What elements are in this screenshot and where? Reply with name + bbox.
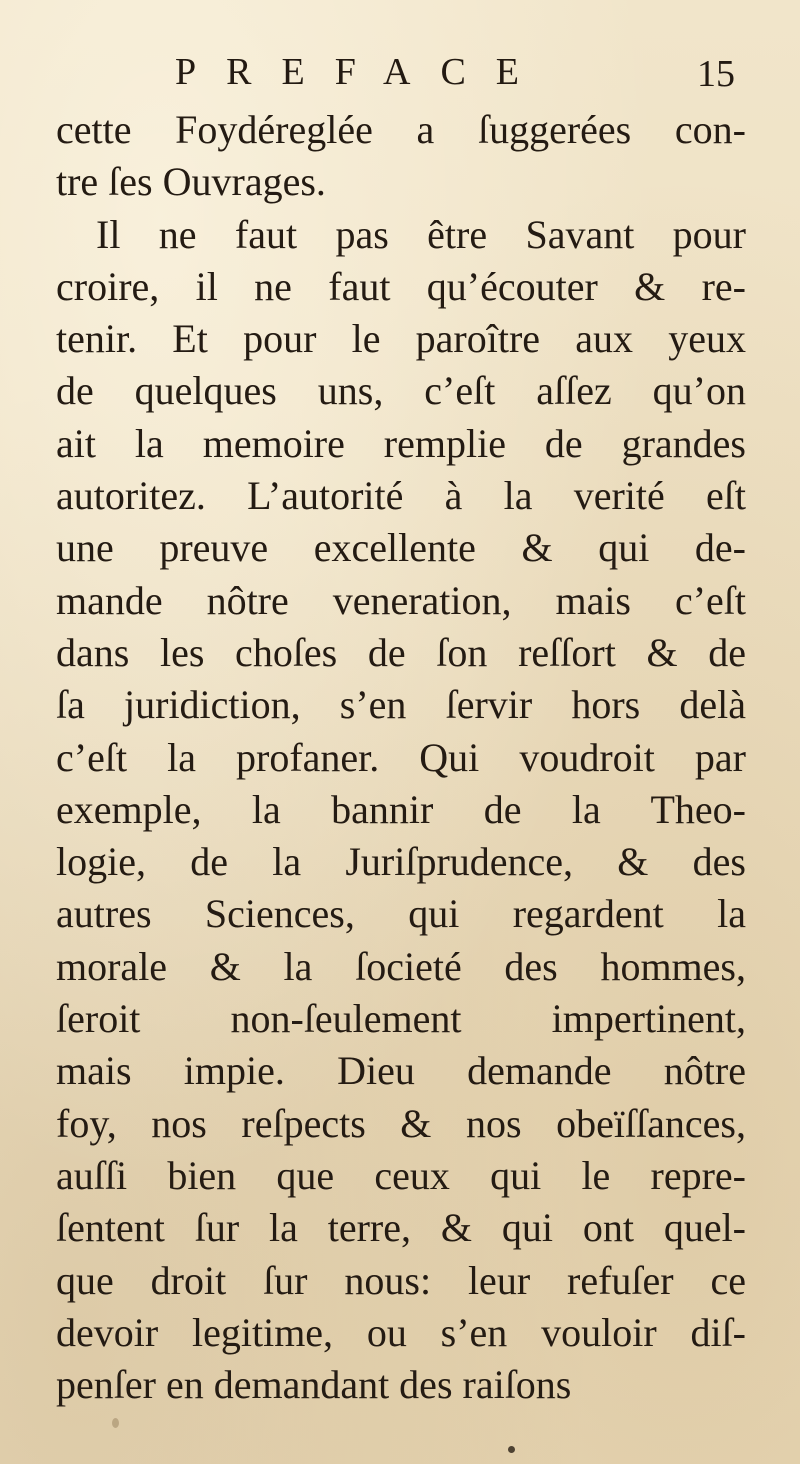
text-line-2: tre ſes Ouvrages.	[56, 159, 326, 205]
text-line-13: c’eſt la profaner. Qui voudroit par	[56, 734, 746, 780]
ink-spot	[112, 1418, 119, 1428]
text-line-12: ſa juridiction, s’en ſervir hors delà	[56, 682, 746, 728]
body-text	[56, 104, 746, 1411]
text-line-25: penſer en demandant des raiſons	[56, 1362, 572, 1408]
text-line-24: devoir legitime, ou s’en vouloir diſ-	[56, 1309, 746, 1355]
text-line-6: de quelques uns, c’eſt aſſez qu’on	[56, 368, 746, 414]
text-line-4: croire, il ne faut qu’écouter & re-	[56, 263, 746, 309]
running-head-title: PREFACE	[175, 51, 550, 93]
text-line-16: autres Sciences, qui regardent la	[56, 891, 746, 937]
text-line-15: logie, de la Juriſprudence, & des	[56, 839, 746, 885]
text-line-19: mais impie. Dieu demande nôtre	[56, 1048, 746, 1094]
ink-dot	[508, 1446, 515, 1453]
text-line-14: exemple, la bannir de la Theo-	[56, 786, 746, 832]
page-number: 15	[697, 53, 735, 95]
text-line-23: que droit ſur nous: leur refuſer ce	[56, 1257, 746, 1303]
text-line-5: tenir. Et pour le paroître aux yeux	[56, 316, 746, 362]
text-line-9: une preuve excellente & qui de-	[56, 525, 746, 571]
text-line-22: ſentent ſur la terre, & qui ont quel-	[56, 1205, 746, 1251]
text-line-8: autoritez. L’autorité à la verité eſt	[56, 473, 746, 519]
running-head	[175, 50, 735, 100]
text-line-3: Il ne faut pas être Savant pour	[96, 211, 746, 257]
text-line-1: cette Foydéreglée a ſuggerées con-	[56, 107, 746, 152]
text-line-21: auſſi bien que ceux qui le repre-	[56, 1152, 746, 1198]
text-line-11: dans les choſes de ſon reſſort & de	[56, 629, 746, 675]
text-line-17: morale & la ſocieté des hommes,	[56, 943, 746, 989]
text-line-18: ſeroit non-ſeulement impertinent,	[56, 996, 746, 1042]
text-line-10: mande nôtre veneration, mais c’eſt	[56, 577, 746, 623]
text-line-7: ait la memoire remplie de grandes	[56, 420, 746, 466]
text-line-20: foy, nos reſpects & nos obeïſſances,	[56, 1100, 746, 1146]
